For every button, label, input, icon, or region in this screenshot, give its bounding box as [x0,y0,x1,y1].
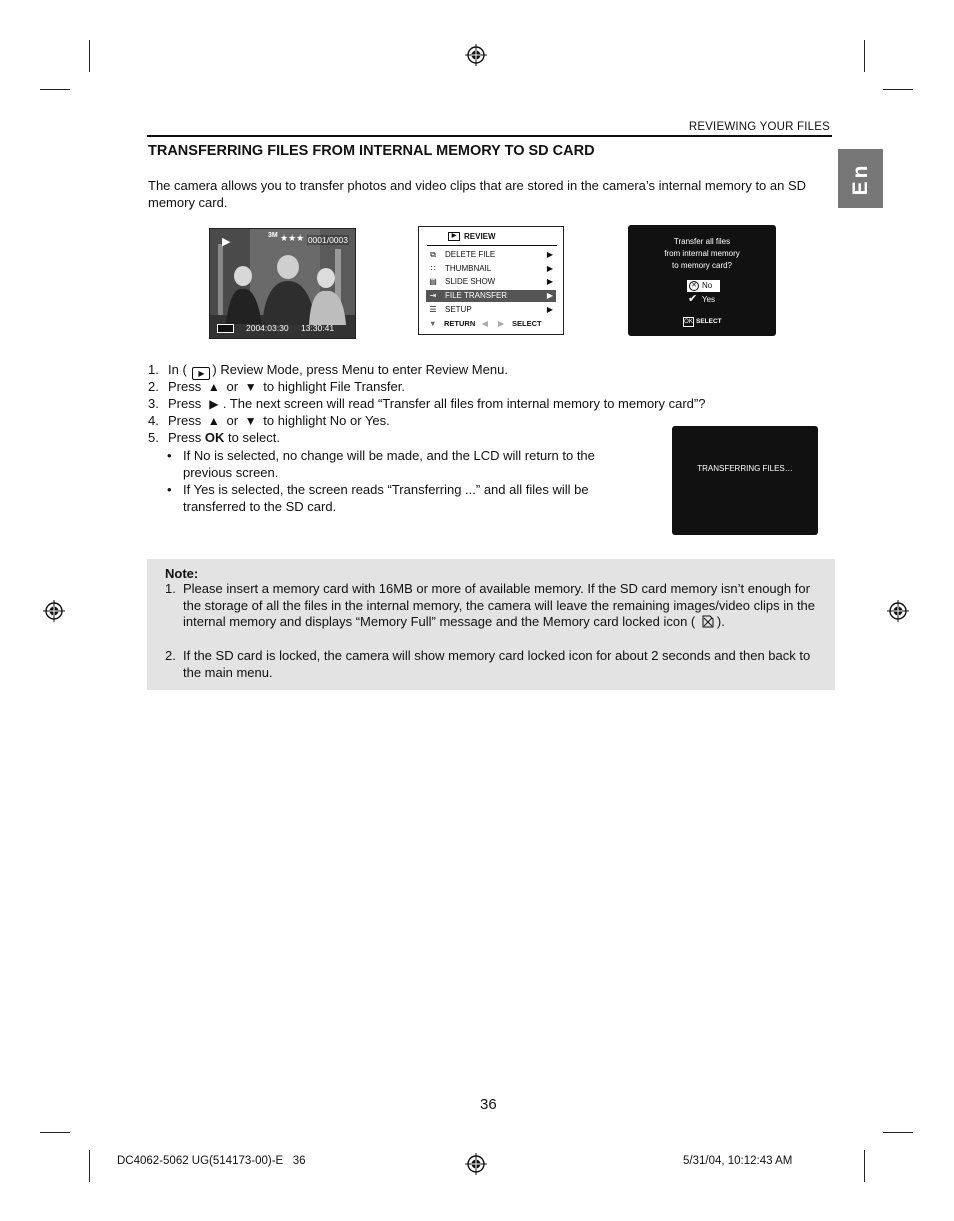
step-text: or [226,413,239,428]
thumbnail-icon: ∷ [430,264,436,273]
intro-paragraph: The camera allows you to transfer photos and video clips that are stored in the camera’s internal memory to an SD memory card. [148,178,807,210]
crop-mark [864,40,865,72]
bullet-marker: • [167,482,172,497]
step-item [148,430,280,445]
step-number: 2. [148,379,159,394]
step-number: 3. [148,396,159,411]
header-rule [147,135,832,137]
bullet-marker: • [167,448,172,463]
up-arrow-icon: ▲ [207,414,220,428]
menu-item-setup[interactable] [426,304,556,316]
step-text: Press [168,379,202,394]
check-icon: ✔ [688,293,698,305]
review-mode-icon: ▶ [192,367,210,380]
bullet-text: If Yes is selected, the screen reads “Transferring ...” and all files will be transferred to the SD card. [183,482,589,514]
quality-label: 3M [268,232,278,239]
registration-mark-icon [887,600,909,622]
down-arrow-icon: ▼ [429,319,437,328]
return-label: RETURN [444,319,476,328]
submenu-arrow-icon: ▶ [546,264,553,273]
left-arrow-icon: ◀ [482,319,488,328]
select-label: SELECT [512,319,542,328]
crop-mark [89,40,90,72]
up-arrow-icon: ▲ [207,380,220,394]
confirm-message [628,236,776,272]
review-menu-title: REVIEW [464,232,496,241]
memory-card-locked-icon [702,615,714,628]
submenu-arrow-icon: ▶ [546,291,553,300]
menu-item-label: DELETE FILE [445,250,496,259]
menu-item-label: SLIDE SHOW [445,277,496,286]
confirm-message-line: Transfer all files [673,237,731,246]
crop-mark [40,1132,70,1133]
ok-button-icon: OK [684,319,693,325]
submenu-arrow-icon: ▶ [546,250,553,259]
photo-date: 2004:03:30 [246,323,289,333]
menu-item-thumbnail[interactable] [426,263,556,275]
down-arrow-icon: ▼ [244,414,257,428]
crop-mark [883,89,913,90]
crop-mark [89,1150,90,1182]
note-number: 1. [165,581,176,596]
step-text: to highlight File Transfer. [263,379,405,394]
step-item [148,362,508,380]
setup-icon: ☰ [429,305,437,314]
step-text: to highlight No or Yes. [263,413,390,428]
bullet-text: If No is selected, no change will be made, and the LCD will return to the previous screen. [183,448,595,480]
note-text [183,581,823,631]
step-number: 4. [148,413,159,428]
battery-icon [217,324,234,333]
note-text-part: ). [716,614,725,630]
footer-file-info: DC4062-5062 UG(514173-00)-E 36 [117,1155,306,1167]
play-mode-icon: ▶ [222,236,231,248]
option-no-label: No [702,281,713,290]
section-title: TRANSFERRING FILES FROM INTERNAL MEMORY TO SD CARD [148,143,595,159]
option-no[interactable] [687,280,720,292]
down-arrow-icon: ▼ [244,380,257,394]
right-arrow-icon: ▶ [498,319,504,328]
step-item [148,413,390,428]
step-text: to select. [227,430,281,445]
step-number: 1. [148,362,159,377]
step-text: In ( [168,362,187,377]
option-yes[interactable] [687,294,727,306]
note-title: Note: [165,566,199,581]
confirm-select-label: SELECT [696,318,722,325]
menu-item-file-transfer[interactable] [426,290,556,302]
right-arrow-icon: ▶ [209,397,219,411]
transferring-message: TRANSFERRING FILES… [697,464,793,473]
step-text: Press [168,413,202,428]
note-box [147,559,835,690]
menu-item-label: THUMBNAIL [445,264,492,273]
note-text-part: Please insert a memory card with 16MB or more of available memory. If the SD card memory isn’t enough for the storage of all the files in the internal memory, the camera will leave the remaining images/video clips in the internal memory and displays “Memory Full” message and the Memory card locked icon ( [183,581,816,630]
step-text: ) Review Mode, press Menu to enter Review Menu. [212,362,508,377]
transferring-screen [672,426,818,535]
step-text: or [226,379,239,394]
language-tab-label: En [848,162,872,195]
registration-mark-icon [465,44,487,66]
confirm-message-line: from internal memory [664,249,740,258]
note-text: If the SD card is locked, the camera will show memory card locked icon for about 2 seconds and then back to the main menu. [183,648,811,680]
registration-mark-icon [43,600,65,622]
crop-mark [864,1150,865,1182]
submenu-arrow-icon: ▶ [546,305,553,314]
review-menu-header [427,231,557,246]
step-number: 5. [148,430,159,445]
step-text: Press [168,396,202,411]
menu-item-label: SETUP [445,305,472,314]
slide-show-icon: ▤ [429,277,437,286]
step-item [148,396,705,411]
transfer-confirm-screen [628,225,776,336]
playback-screen [209,228,356,339]
file-transfer-icon: ⇥ [429,291,437,300]
registration-mark-icon [465,1153,487,1175]
step-text: Press [168,430,202,445]
confirm-message-line: to memory card? [671,261,733,270]
menu-item-label: FILE TRANSFER [445,291,508,300]
review-mode-icon: ▶ [448,232,460,241]
step-item [148,379,405,394]
step-text: . The next screen will read “Transfer all files from internal memory to memory card”? [222,396,706,411]
delete-file-icon: ⧉ [430,250,436,259]
quality-stars: ★★★ [280,233,305,243]
menu-item-slide-show[interactable] [426,276,556,288]
option-yes-label: Yes [702,295,716,304]
file-counter: 0001/0003 [307,235,348,245]
crop-mark [883,1132,913,1133]
review-menu-screen [418,226,564,335]
menu-item-delete-file[interactable] [426,249,556,261]
section-label: REVIEWING YOUR FILES [688,121,830,133]
ok-label: OK [204,430,225,445]
no-x-icon: ✕ [689,281,699,291]
footer-timestamp: 5/31/04, 10:12:43 AM [683,1155,793,1167]
photo-time: 13:30:41 [301,323,335,333]
submenu-arrow-icon: ▶ [546,277,553,286]
note-number: 2. [165,648,176,663]
language-tab [838,149,883,208]
crop-mark [40,89,70,90]
page-number: 36 [480,1096,497,1113]
